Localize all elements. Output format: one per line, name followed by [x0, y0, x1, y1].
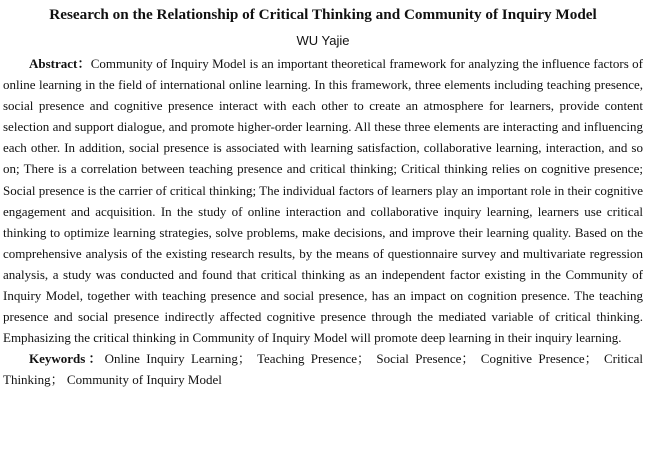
- keywords-text: Online Inquiry Learning； Teaching Presence； Social Presence； Cognitive Presence； Critical Thinking； Community of Inquiry Model: [3, 351, 643, 388]
- keywords-paragraph: [3, 348, 643, 390]
- paper-title: Research on the Relationship of Critical Thinking and Community of Inquiry Model: [49, 6, 597, 23]
- paper-author: WU Yajie: [296, 33, 350, 48]
- abstract-label: Abstract：: [29, 56, 91, 71]
- keywords-label: Keywords：: [29, 351, 105, 367]
- abstract-paragraph: [3, 53, 643, 348]
- abstract-text: Community of Inquiry Model is an important theoretical framework for analyzing the influence factors of online learning in the field of international online learning. In this framework, three elements including teaching presence, social presence and cognitive presence interact with each other to create an atmosphere for learners, provide content selection and support dialogue, and promote higher-order learning. All these three elements are interacting and influencing each other. In addition, social presence is associated with learning satisfaction, collaborative learning, interaction, and so on; There is a correlation between teaching presence and critical thinking; Critical thinking relies on cognitive presence; Social presence is the carrier of critical thinking; The individual factors of learners play an important role in their cognitive engagement and acquisition. In the study of online interaction and collaborative inquiry learning, learners use critical thinking to optimize learning strategies, solve problems, make decisions, and improve their learning quality. Based on the comprehensive analysis of the existing research results, by the means of questionnaire survey and multivariate regression analysis, a study was conducted and found that critical thinking as an independent factor existing in the Community of Inquiry Model, together with teaching presence and social presence, has an impact on cognition presence. The teaching presence and social presence indirectly affected cognitive presence through the mediated variable of critical thinking. Emphasizing the critical thinking in Community of Inquiry Model will promote deep learning in their inquiry learning.: [3, 56, 643, 346]
